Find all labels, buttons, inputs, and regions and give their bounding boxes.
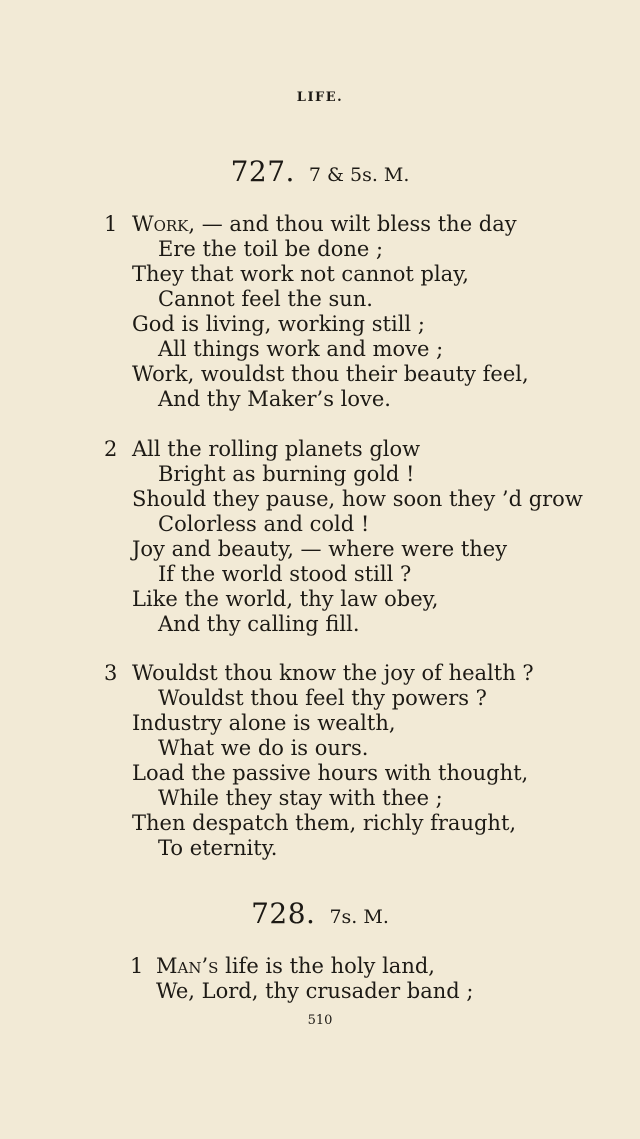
verse-line: While they stay with thee ; xyxy=(158,786,443,810)
verse-line: God is living, working still ; xyxy=(132,312,425,336)
stanza-number: 1 xyxy=(130,954,144,978)
first-word: Man’s xyxy=(156,954,219,978)
verse-line: What we do is ours. xyxy=(158,736,369,760)
verse-line: Joy and beauty, — where were they xyxy=(132,537,508,561)
verse-line: We, Lord, thy crusader band ; xyxy=(156,979,474,1003)
running-head: LIFE. xyxy=(296,90,344,105)
verse-line: And thy Maker’s love. xyxy=(158,387,391,411)
hymn-number: 728. xyxy=(251,897,316,930)
hymn-meter: 7 & 5s. M. xyxy=(308,164,410,186)
verse-line: Ere the toil be done ; xyxy=(158,237,384,261)
verse-line: All things work and move ; xyxy=(158,337,444,361)
verse-line: Wouldst thou feel thy powers ? xyxy=(158,686,487,710)
verse-line: They that work not cannot play, xyxy=(132,262,469,286)
hymn-number: 727. xyxy=(230,155,295,188)
verse-line xyxy=(156,954,435,979)
verse-line: And thy calling fill. xyxy=(158,612,360,636)
page-number: 510 xyxy=(307,1013,333,1028)
verse-line: Industry alone is wealth, xyxy=(132,711,396,735)
hymn-meter: 7s. M. xyxy=(329,906,389,928)
verse-line: Load the passive hours with thought, xyxy=(132,761,529,785)
verse-line: Colorless and cold ! xyxy=(158,512,370,536)
first-word: Work, xyxy=(132,212,196,236)
verse-line-rest: — and thou wilt bless the day xyxy=(201,212,517,236)
verse-line: Bright as burning gold ! xyxy=(158,462,415,486)
verse-line: If the world stood still ? xyxy=(158,562,412,586)
verse-line: Cannot feel the sun. xyxy=(158,287,373,311)
verse-line: Should they pause, how soon they ’d grow xyxy=(132,487,583,511)
verse-line: All the rolling planets glow xyxy=(132,437,421,461)
verse-line: Work, wouldst thou their beauty feel, xyxy=(132,362,529,386)
verse-line: Wouldst thou know the joy of health ? xyxy=(132,661,534,685)
hymn-728-heading xyxy=(0,897,640,930)
stanza-number: 2 xyxy=(104,437,118,461)
verse-line: Like the world, thy law obey, xyxy=(132,587,439,611)
verse-line: Then despatch them, richly fraught, xyxy=(132,811,517,835)
verse-line-rest: life is the holy land, xyxy=(225,954,435,978)
verse-line: To eternity. xyxy=(158,836,278,860)
hymn-727-heading xyxy=(0,155,640,188)
stanza-number: 1 xyxy=(104,212,118,236)
stanza-number: 3 xyxy=(104,661,118,685)
verse-line xyxy=(132,212,517,237)
